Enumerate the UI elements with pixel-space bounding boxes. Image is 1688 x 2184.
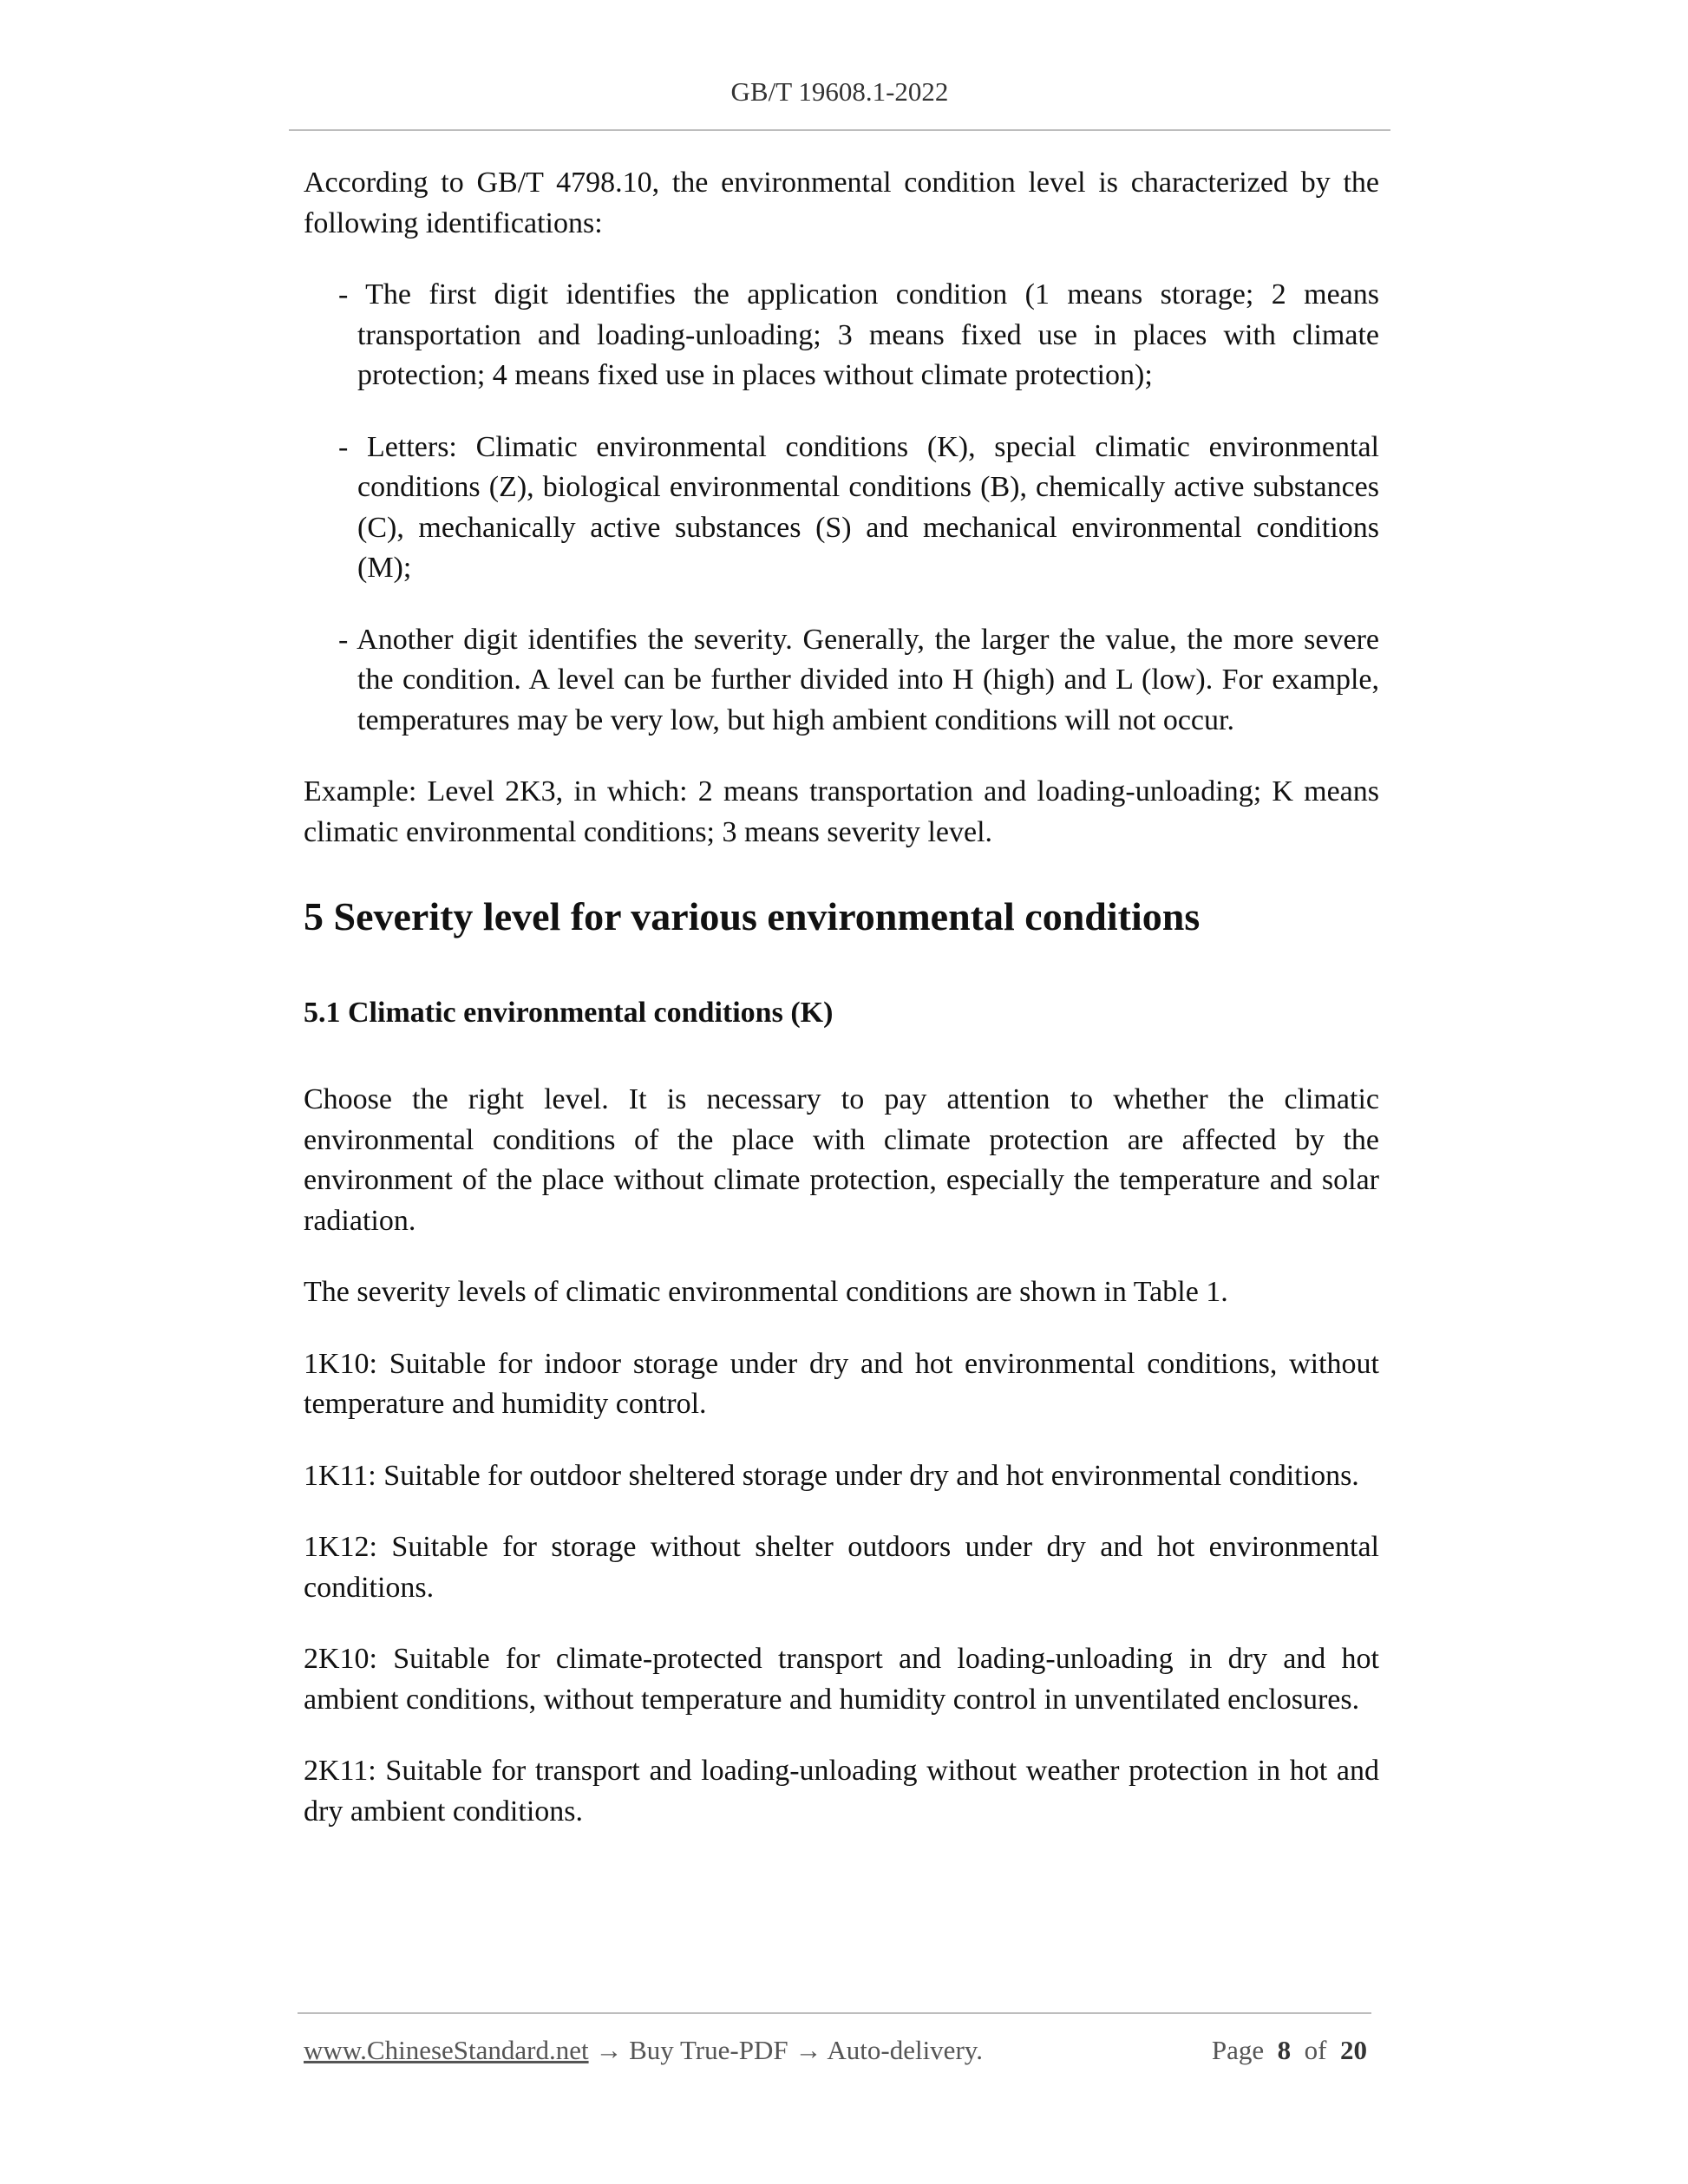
paragraph-1k11: 1K11: Suitable for outdoor sheltered storage under dry and hot environmental conditions. [304,1459,1359,1492]
list-item-letters: - Letters: Climatic environmental conditions (K), special climatic environmental conditions (Z), biological environmental conditions (B), chemically active substances (C), mechanically active substances (S) and mechanical environmental conditions (M); [338,430,1379,584]
website-link[interactable]: www.ChineseStandard.net [304,2035,589,2065]
identification-list [304,275,1379,741]
list-item-digit: - The first digit identifies the application condition (1 means storage; 2 means transportation and loading-unloading; 3 means fixed use in places with climate protection; 4 means fixed use in places without climate protection); [338,278,1379,391]
subsection-heading: 5.1 Climatic environmental conditions (K) [304,997,834,1029]
paragraph-1k10: 1K10: Suitable for indoor storage under dry and hot environmental conditions, without temperature and humidity control. [304,1347,1379,1420]
footer-promo-text: → Buy True-PDF → Auto-delivery. [588,2035,983,2065]
footer-divider [298,2012,1371,2014]
paragraph-choose-level: Choose the right level. It is necessary to pay attention to whether the climatic environmental conditions of the place with climate protection are affected by the environment of the place without climate protection, especially the temperature and solar radiation. [304,1083,1379,1237]
intro-paragraph: According to GB/T 4798.10, the environmental condition level is characterized by the following identifications: [304,167,1379,239]
page-body [304,163,1379,1863]
header-divider [289,129,1390,131]
current-page-number: 8 [1277,2035,1292,2065]
section-heading: 5 Severity level for various environmental conditions [304,894,1201,938]
paragraph-table-ref: The severity levels of climatic environmental conditions are shown in Table 1. [304,1276,1228,1308]
page-counter [1212,2033,1367,2068]
paragraph-1k12: 1K12: Suitable for storage without shelter outdoors under dry and hot environmental conditions. [304,1531,1379,1604]
of-label: of [1304,2035,1327,2065]
example-paragraph: Example: Level 2K3, in which: 2 means transportation and loading-unloading; K means climatic environmental conditions; 3 means severity level. [304,775,1379,848]
total-pages-number: 20 [1340,2035,1367,2065]
paragraph-2k11: 2K11: Suitable for transport and loading-unloading without weather protection in hot and dry ambient conditions. [304,1755,1379,1828]
footer-promo [304,2033,983,2068]
list-item-severity: - Another digit identifies the severity. Generally, the larger the value, the more severe the condition. A level can be further divided into H (high) and L (low). For example, temperatures may be very low, but high ambient conditions will not occur. [338,623,1379,736]
running-header: GB/T 19608.1-2022 [730,76,949,107]
page-label: Page [1211,2035,1265,2065]
paragraph-2k10: 2K10: Suitable for climate-protected transport and loading-unloading in dry and hot ambient conditions, without temperature and humidity control in unventilated enclosures. [304,1643,1379,1716]
